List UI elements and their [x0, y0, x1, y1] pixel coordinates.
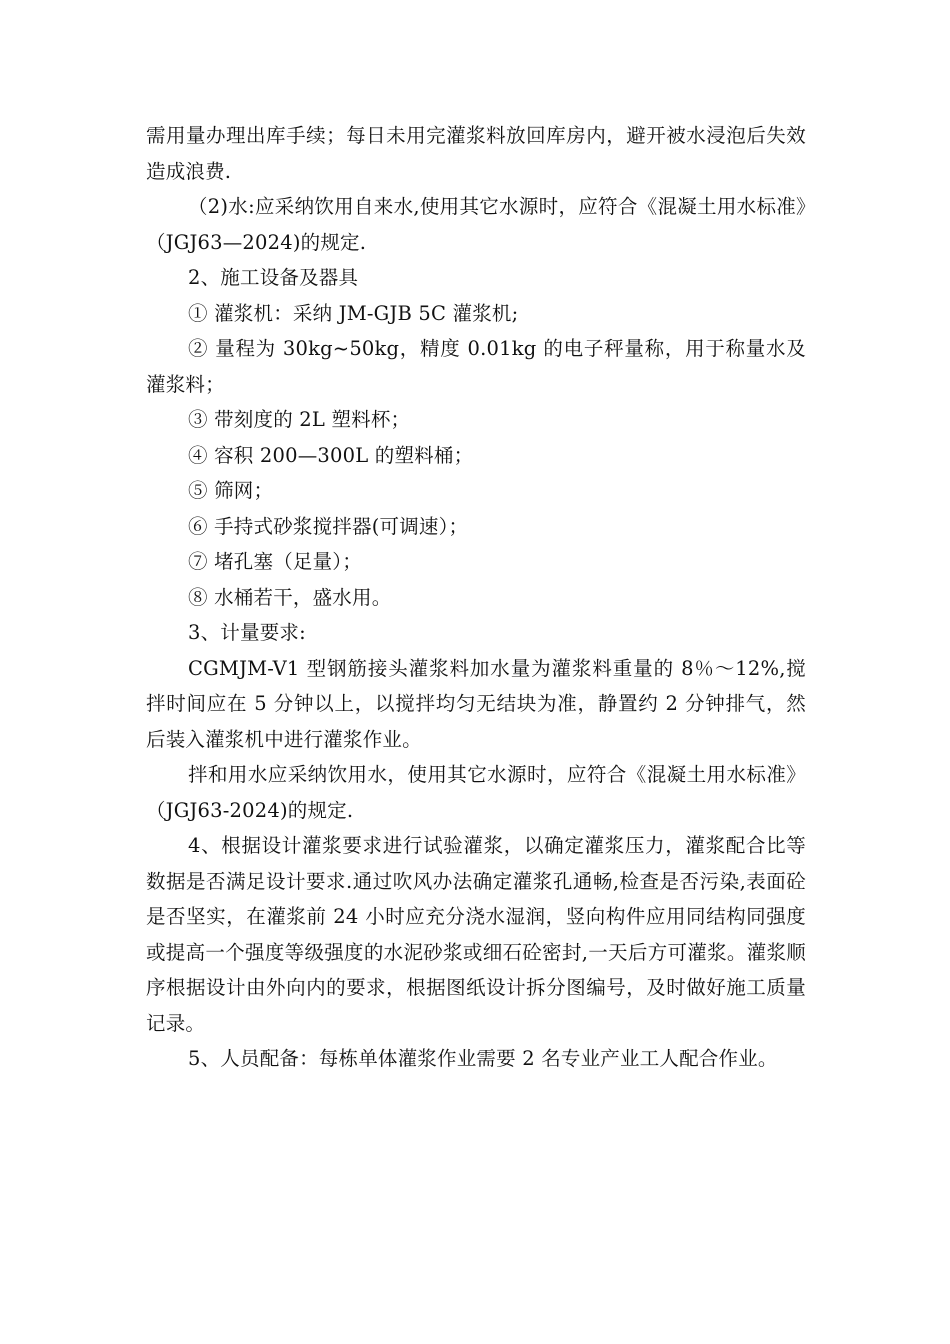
- heading-metering: 3、计量要求:: [188, 621, 306, 644]
- list-item-sieve: ⑤ 筛网；: [188, 479, 274, 502]
- list-item-mixer: ⑥ 手持式砂浆搅拌器(可调速）；: [188, 514, 469, 538]
- list-item-electronic-scale: ② 量程为 30kg~50kg，精度 0.01kg 的电子秤量称，用于称量水及灌浆料；: [146, 337, 806, 396]
- paragraph-staffing: 5、人员配备：每栋单体灌浆作业需要 2 名专业产业工人配合作业。: [188, 1047, 778, 1070]
- list-item-plastic-bucket: ④ 容积 200—300L 的塑料桶；: [188, 443, 474, 467]
- heading-equipment: 2、施工设备及器具: [188, 266, 359, 289]
- paragraph-mixing-water: 拌和用水应采纳饮用水，使用其它水源时，应符合《混凝土用水标准》（JGJ63-2024)的规定.: [146, 763, 806, 822]
- paragraph-stock-handling: 需用量办理出库手续；每日未用完灌浆料放回库房内，避开被水浸泡后失效造成浪费.: [146, 124, 806, 183]
- paragraph-water-requirement: （2)水:应采纳饮用自来水,使用其它水源时，应符合《混凝土用水标准》（JGJ63—2024)的规定.: [146, 195, 806, 254]
- list-item-grouting-machine: ① 灌浆机：采纳 JM-GJB 5C 灌浆机;: [188, 301, 519, 325]
- paragraph-mix-ratio: CGMJM-V1 型钢筋接头灌浆料加水量为灌浆料重量的 8％～12%,搅拌时间应在 5 分钟以上，以搅拌均匀无结块为准，静置约 2 分钟排气，然后装入灌浆机中进行灌浆作业。: [146, 656, 806, 751]
- document-page: [146, 118, 806, 1077]
- list-item-plug: ⑦ 堵孔塞（足量）；: [188, 550, 362, 573]
- paragraph-trial-grouting: 4、根据设计灌浆要求进行试验灌浆，以确定灌浆压力，灌浆配合比等数据是否满足设计要求.通过吹风办法确定灌浆孔通畅,检查是否污染,表面砼是否坚实，在灌浆前 24 小时应充分浇水湿润，竖向构件应用同结构同强度或提高一个强度等级强度的水泥砂浆或细石砼密封,一天后方可灌浆。灌浆顺序根据设计由外向内的要求，根据图纸设计拆分图编号，及时做好施工质量记录。: [146, 834, 806, 1035]
- list-item-measuring-cup: ③ 带刻度的 2L 塑料杯；: [188, 408, 411, 431]
- list-item-water-bucket: ⑧ 水桶若干，盛水用。: [188, 585, 392, 609]
